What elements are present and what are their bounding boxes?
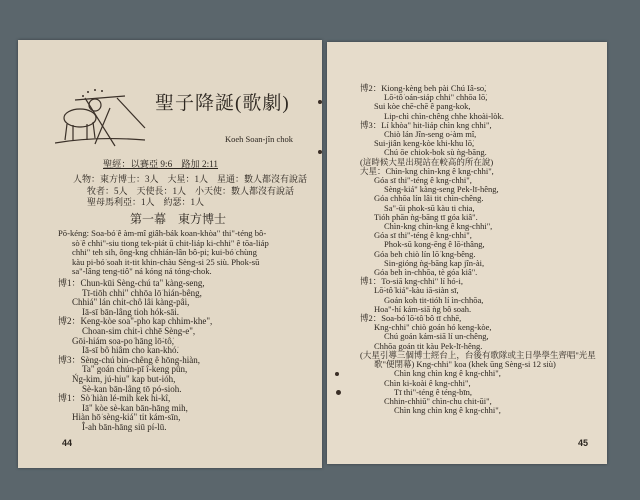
left-verses	[58, 279, 212, 433]
text-line: Chhin-chhiū" chìn-chu chit-ūi",	[384, 395, 492, 406]
text-line: Chìn kng chìn kng ê kng-chhi",	[394, 368, 501, 379]
text-line: Iā-sī bān-lâng tioh hók-sāi.	[82, 306, 179, 317]
characters-line: 人物：東方博士：3人 大星：1人 星通：數人都沒有說話	[73, 174, 308, 184]
binding-hole	[318, 100, 322, 104]
binding-hole	[336, 390, 341, 395]
text-line: Hiàn hō͘ sèng-kiá" tit kám-sīn,	[72, 412, 181, 423]
text-line: Chìn-kng chìn-kng ê kng-chhi",	[384, 221, 493, 232]
page-number-right: 45	[578, 438, 589, 448]
text-line: 博3：Sèng-chú bin-chêng ê hōng-hiàn,	[58, 354, 200, 365]
text-line: Sin-gióng ǹg-bāng kap jîn-ài,	[384, 257, 485, 268]
text-line: Góa beh chiò lín lō͘ kng-bêng.	[374, 248, 476, 259]
text-line: Sui kòe chē-chē ê pang-kok,	[374, 101, 471, 112]
characters-line: 聖母馬利亞：1人 約瑟：1人	[87, 197, 205, 207]
text-line: Î-ah bān-hāng siū pí-lū.	[82, 421, 167, 432]
text-line: Phok-sū kong-ēng ê lō͘-thâng,	[384, 239, 485, 250]
right-verses	[360, 84, 596, 415]
text-line: Iā-sī bô hiâm cho kan-khó͘.	[82, 345, 179, 356]
act-heading: 第一幕 東方博士	[130, 212, 227, 226]
text-line: Chiò lán Jîn-seng o͘-àm mî,	[384, 129, 477, 140]
text-line: Pō-kéng: Soa-bó͘ ê àm-mî giâh-bák koan-khòa" thi"-téng bô-	[58, 228, 267, 238]
text-line: Gōi-hiám soa-po͘ hāng lō͘-tô͘,	[72, 335, 174, 346]
scripture-reference: 聖經：以賽亞 9:6 路加 2:11	[103, 159, 219, 169]
author: Koeh Soan-jîn chok	[225, 134, 293, 144]
text-line: Sa"-ūi phok-sū kàu ti chia,	[384, 202, 475, 213]
text-line: Iā" kòe sè-kan bān-hāng mih,	[82, 402, 188, 413]
text-line: Ńg-kim, jú-hiu" kap but-ióh,	[72, 373, 176, 384]
text-line: Sèng-kiá" kàng-seng Pek-lī-hêng,	[384, 184, 499, 195]
text-line: kàu pi-bó͘ soah it-tit khin-chàu Sèng-si 25 siù. Phok-sū	[72, 256, 260, 267]
intro-text	[58, 229, 269, 277]
text-line: Sè-kan bān-lâng tō pó-sioh.	[82, 383, 182, 394]
text-line: Góa sī thi"-téng ê kng-chhi",	[374, 230, 472, 241]
binding-hole	[335, 372, 339, 376]
characters-list	[73, 174, 307, 209]
text-line: Tióh phān ǹg-bāng tī góa kiâ".	[374, 211, 478, 222]
text-line: Góa beh ìn-chhōa, tè góa kiâ".	[374, 267, 478, 278]
text-line: 博2：Kiong-kèng beh pài Chú Iâ-so͘,	[360, 83, 487, 93]
text-line: Goán koh tit-tióh lí ìn-chhōa,	[384, 294, 484, 305]
text-line: 博2：Soa-bó͘ lō͘-tô͘ bô tī chhē,	[360, 313, 462, 324]
text-line: Chìn kng chìn kng ê kng-chhi",	[394, 405, 501, 416]
lamb-manger-illustration	[55, 88, 150, 148]
text-line: Tī-tiōh chhi" chhōa lō͘ hián-bêng,	[82, 287, 202, 298]
text-line: Góa sī thi"-téng ê kng-chhi",	[374, 175, 472, 186]
text-line: chhi" teh sih, ông-kng chhián-lân bô-pi; kui-bó͘ chùng	[72, 247, 257, 258]
text-line: sò͘ ê chhi"-siu tiong tek-piát ū chit-liáp ki-chhi" ê tōa-liáp	[72, 237, 269, 248]
text-line: Tī thi"-téng ê téng-bīn,	[394, 386, 473, 397]
text-line: Choan-sim chit-ì chhē Sèng-e",	[82, 325, 196, 336]
text-line: 博3：Lí khòa" hit-liáp chìn kng chhi",	[360, 119, 492, 130]
text-line: Chú ōe chiok-bok sù ǹg-bāng.	[384, 147, 487, 158]
text-line: Chhōa goán tit kàu Pek-lī-hêng.	[374, 340, 483, 351]
text-line: 歌"便閉幕) Kng-chhi" koa (khek ūng Sèng-si 12 siù)	[374, 359, 556, 370]
text-line: Hoa"-hí kám-siā ǹg bô soah.	[374, 303, 472, 314]
page-number-left: 44	[62, 438, 73, 448]
text-line: Ta" goán chún-pī î-keng pûn,	[82, 364, 188, 375]
text-line: Sui-jiân keng-kòe khi-khu lō͘,	[374, 138, 475, 149]
text-line: Kng-chhi" chiò goán hó keng-kòe,	[374, 322, 492, 333]
text-line: 博1：Chun-kūi Sèng-chú ta" kàng-seng,	[58, 278, 205, 288]
text-line: Lip-chì chìn-chêng chhe khoài-lòk.	[384, 110, 504, 121]
text-line: Chhiá" lán chit-chô lâi kàng-pâi,	[72, 297, 190, 308]
text-line: 博1：To-siā kng-chhi" lí hó-i,	[360, 276, 463, 287]
text-line: Lō͘-tô͘ kiá"-kàu iā-siàn sī,	[374, 285, 459, 296]
text-line: (這時候大星出現站在較高的所在說)	[360, 156, 494, 167]
text-line: Góa chhōa lín lâi tit chìn-chêng.	[374, 193, 484, 204]
text-line: 大星：Chìn-kng chìn-kng ê kng-chhi",	[360, 165, 494, 176]
text-line: 博2：Keng-kòe soa"-pho kap chhim-khe",	[58, 316, 213, 327]
text-line: Chìn ki-koài ê kng-chhi",	[384, 377, 471, 388]
text-line: Lō͘-tô͘ oán-siáp chhi" chhōa lō͘,	[384, 92, 488, 103]
text-line: sa"-lâng teng-tiô" ná kóng ná tóng-chok.	[72, 266, 212, 277]
text-line: 博1：Sò͘ hiàn lé-mih kek hi-kî,	[58, 393, 171, 404]
characters-line: 牧者：5人 天使長：1人 小天使：數人都沒有說話	[87, 185, 295, 196]
binding-hole	[318, 150, 322, 154]
text-line: Chú goán kám-siā lí un-chêng,	[384, 331, 489, 342]
page-title: 聖子降誕(歌劇)	[155, 93, 290, 114]
text-line: (大星引導三個博士經台上，台後有歌隊或主日學學生齊唱"光星	[360, 349, 596, 360]
